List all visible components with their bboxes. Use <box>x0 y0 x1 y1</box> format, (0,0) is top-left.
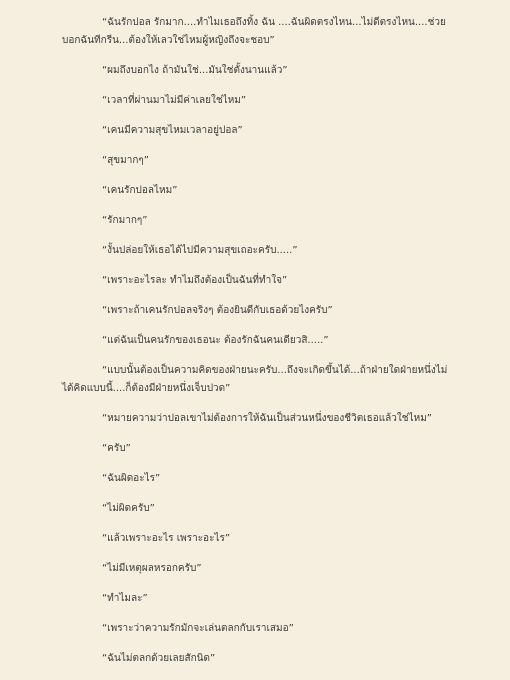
dialogue-line-18: “ไม่มีเหตุผลหรอกครับ” <box>102 563 202 574</box>
dialogue-line-9: “เพราะอะไรละ ทำไมถึงต้องเป็นฉันที่ทำใจ” <box>102 275 288 286</box>
dialogue-line-13: “หมายความว่าปอลเขาไม่ต้องการให้ฉันเป็นส่วนหนึ่งของชีวิตเธอแล้วใช่ไหม” <box>102 413 432 424</box>
dialogue-line-6: “เคนรักปอลไหม” <box>102 185 178 196</box>
dialogue-line-8: “งั้นปล่อยให้เธอได้ไปมีความสุขเถอะครับ.....” <box>102 245 298 256</box>
dialogue-line-15: “ฉันผิดอะไร” <box>102 473 161 484</box>
dialogue-line-11: “แต่ฉันเป็นคนรักของเธอนะ ต้องรักฉันคนเดียวสิ.....” <box>102 335 329 346</box>
dialogue-line-12: “แบบนั้นต้องเป็นความคิดของฝ่ายนะครับ...ถึงจะเกิดขึ้นได้...ถ้าฝ่ายใดฝ่ายหนึ่งไม่ได้คิดแบบนี้....ก็ต้องมีฝ่ายหนึ่งเจ็บปวด” <box>62 365 448 394</box>
dialogue-line-19: “ทำไมละ” <box>102 593 148 604</box>
dialogue-line-20: “เพราะว่าความรักมักจะเล่นตลกกับเราเสมอ” <box>102 623 294 634</box>
dialogue-line-5: “สุขมากๆ” <box>102 155 149 166</box>
dialogue-line-14: “ครับ” <box>102 443 131 454</box>
dialogue-line-21: “ฉันไม่ตลกด้วยเลยสักนิด” <box>102 653 216 664</box>
dialogue-line-4: “เคนมีความสุขไหมเวลาอยู่ปอล” <box>102 125 243 136</box>
dialogue-line-17: “แล้วเพราะอะไร เพราะอะไร” <box>102 533 231 544</box>
dialogue-line-16: “ไม่ผิดครับ” <box>102 503 155 514</box>
dialogue-line-2: “ผมถึงบอกไง ถ้ามันใช่...มันใช่ตั้งนานแล้ว” <box>102 65 288 76</box>
dialogue-line-1: “ฉันรักปอล รักมาก....ทำไมเธอถึงทิ้ง ฉัน ....ฉันผิดตรงไหน...ไม่ดีตรงไหน....ช่วยบอกฉันทีกรีน...ต้องให้เลวใช่ไหมผู้หญิงถึงจะชอบ” <box>62 17 446 46</box>
dialogue-line-10: “เพราะถ้าเคนรักปอลจริงๆ ต้องยินดีกับเธอด้วยไงครับ” <box>102 305 333 316</box>
dialogue-line-3: “เวลาที่ผ่านมาไม่มีค่าเลยใช่ไหม” <box>102 95 247 106</box>
dialogue-line-7: “รักมากๆ” <box>102 215 148 226</box>
